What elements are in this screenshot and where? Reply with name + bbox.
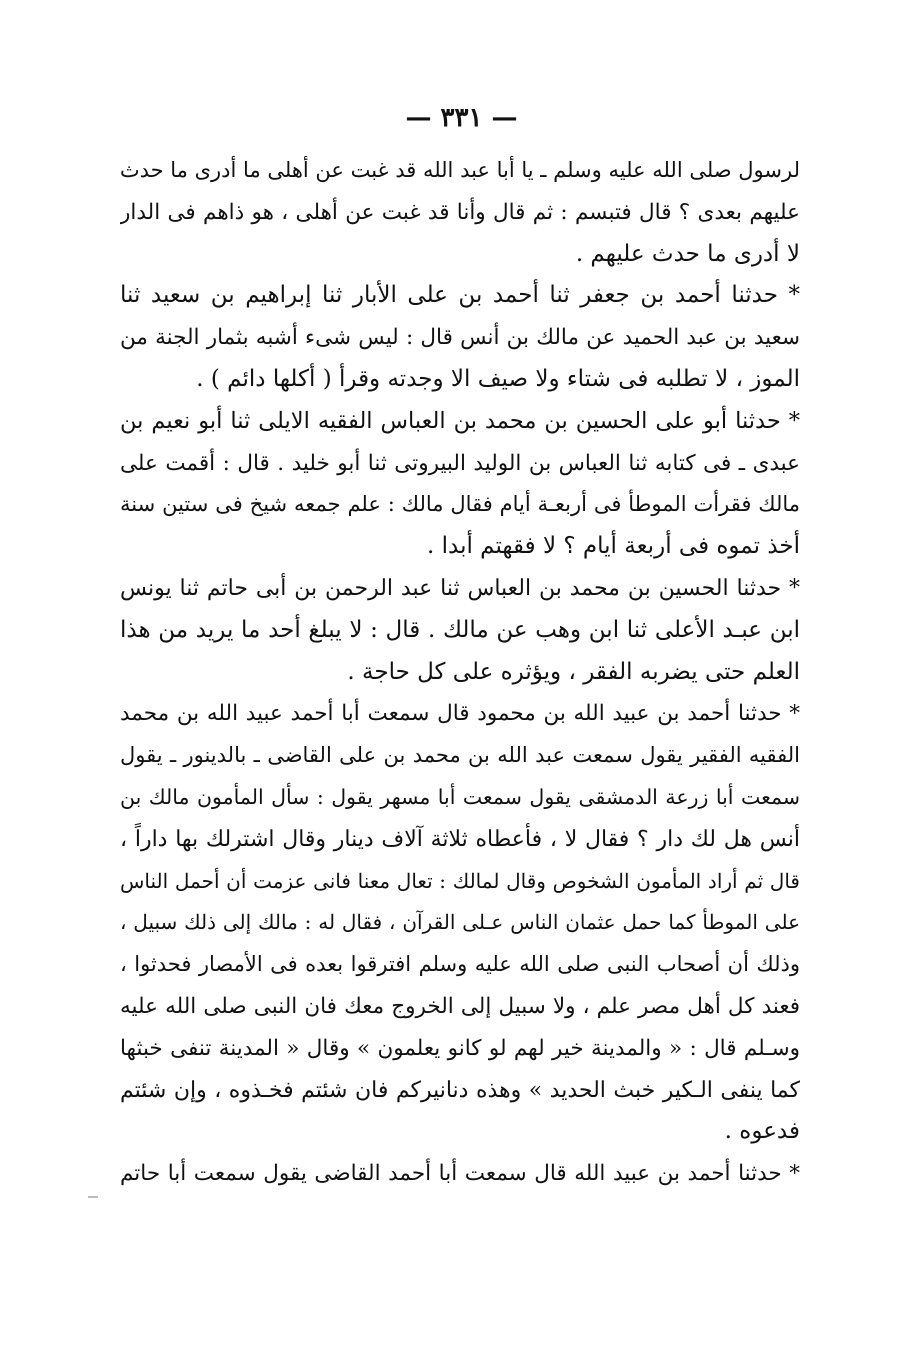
text-line: فدعوه . xyxy=(724,1118,800,1145)
text-line: * حدثنا أحمد بن جعفر ثنا أحمد بن على الأبار ثنا إبراهيم بن سعيد ثنا xyxy=(120,282,800,309)
text-line: سعيد بن عبد الحميد عن مالك بن أنس قال : ليس شىء أشبه بثمار الجنة من xyxy=(120,325,800,351)
text-line: قال ثم أراد المأمون الشخوص وقال لمالك : تعال معنا فانى عزمت أن أحمل الناس xyxy=(120,868,800,893)
text-line: * حدثنا الحسين بن محمد بن العباس ثنا عبد الرحمن بن أبى حاتم ثنا يونس xyxy=(120,575,800,601)
text-line: الفقيه الفقير يقول سمعت عبد الله بن محمد بن على القاضى ـ بالدينور ـ يقول xyxy=(120,743,800,768)
text-line: * حدثنا أحمد بن عبيد الله بن محمود قال سمعت أبا أحمد عبيد الله بن محمد xyxy=(120,701,800,727)
text-line: لرسول صلى الله عليه وسلم ـ يا أبا عبد الله قد غبت عن أهلى ما أدرى ما حدث xyxy=(120,158,800,182)
text-line: وذلك أن أصحاب النبى صلى الله عليه وسلم افترقوا بعده فى الأمصار فحدثوا ، xyxy=(120,952,800,977)
text-line: عبدى ـ فى كتابه ثنا العباس بن الوليد البيروتى ثنا أبو خليد . قال : أقمت على xyxy=(120,450,800,476)
text-line: فعند كل أهل مصر علم ، ولا سبيل إلى الخروج معك فان النبى صلى الله عليه xyxy=(120,993,800,1019)
text-line: على الموطأ كما حمل عثمان الناس عـلى القرآن ، فقال له : مالك إلى ذلك سبيل ، xyxy=(120,910,800,935)
page-number: — ٣٣١ — xyxy=(405,103,518,133)
text-line: أخذ تموه فى أربعة أيام ؟ لا فقهتم أبدا . xyxy=(426,533,800,560)
text-line: أنس هل لك دار ؟ فقال لا ، فأعطاه ثلاثة آلاف دينار وقال اشترلك بها داراً ، xyxy=(120,826,800,852)
text-line: الموز ، لا تطلبه فى شتاء ولا صيف الا وجدته وقرأ ( أكلها دائم ) . xyxy=(196,365,800,392)
text-line: العلم حتى يضربه الفقر ، ويؤثره على كل حاجة . xyxy=(347,658,800,685)
text-line: سمعت أبا زرعة الدمشقى يقول سمعت أبا مسهر يقول : سأل المأمون مالك بن xyxy=(120,784,800,809)
text-line: * حدثنا أحمد بن عبيد الله قال سمعت أبا أحمد القاضى يقول سمعت أبا حاتم xyxy=(120,1161,800,1187)
text-line: مالك فقرأت الموطأ فى أربعـة أيام فقال مالك : علم جمعه شيخ فى ستين سنة xyxy=(120,492,800,517)
text-line: * حدثنا أبو على الحسين بن محمد بن العباس الفقيه الايلى ثنا أبو نعيم بن xyxy=(120,407,800,434)
body-text xyxy=(120,150,800,1195)
text-line: عليهم بعدى ؟ قال فتبسم : ثم قال وأنا قد غبت عن أهلى ، هو ذاهم فى الدار xyxy=(120,199,800,225)
text-line: وسـلم قال : « والمدينة خير لهم لو كانو يعلمون » وقال « المدينة تنفى خبثها xyxy=(120,1035,800,1061)
margin-mark xyxy=(88,1196,98,1198)
text-line: ابن عبـد الأعلى ثنا ابن وهب عن مالك . قال : لا يبلغ أحد ما يريد من هذا xyxy=(120,616,800,643)
text-line: لا أدرى ما حدث عليهم . xyxy=(575,240,800,267)
text-line: كما ينفى الـكير خبث الحديد » وهذه دنانيركم فان شئتم فخـذوه ، وإن شئتم xyxy=(120,1077,800,1103)
